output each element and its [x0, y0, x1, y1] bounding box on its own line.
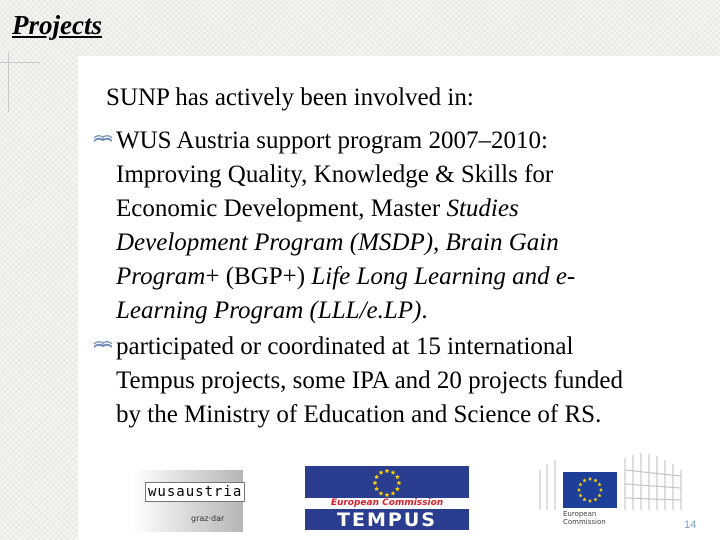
tempus-ec-text: European Commission [330, 498, 444, 508]
bullet-wus-line [92, 294, 720, 328]
eu-star-icon [597, 493, 601, 497]
bullet-wus-line [92, 124, 720, 158]
eu-star-icon [385, 492, 390, 497]
book-bullet-icon [92, 127, 114, 149]
bullet-wus-text [92, 124, 720, 328]
bullet-tempus-line: by the Ministry of Education and Science of RS. [116, 401, 602, 428]
bullet-wus-text-part: . [421, 297, 428, 324]
bullet-tempus-line: Tempus projects, some IPA and 20 projects funded [116, 367, 623, 394]
eu-star-icon [379, 491, 384, 496]
bullet-wus-text-part: Learning Program (LLL/e.LP) [116, 297, 422, 324]
eu-star-icon [578, 493, 582, 497]
bullet-wus [92, 124, 720, 328]
eu-star-icon [391, 491, 396, 496]
bullet-wus-text-part: Life Long Learning and e- [311, 263, 576, 290]
bullet-wus-line [92, 158, 720, 192]
eu-star-icon [374, 474, 379, 479]
eu-star-icon [379, 470, 384, 475]
book-bullet-icon [92, 333, 114, 355]
bullet-wus-line [92, 260, 720, 294]
bullet-wus-text-part: Development Program (MSDP), Brain Gain [116, 229, 559, 256]
eu-star-icon [391, 470, 396, 475]
bullet-wus-text-part: Program [116, 263, 206, 290]
bullet-wus-line [92, 226, 720, 260]
eu-star-icon [397, 480, 402, 485]
slide-title: Projects [12, 10, 102, 40]
bullet-wus-text-part: + (BGP+) [205, 263, 312, 290]
eu-stars-icon [349, 468, 425, 498]
eu-star-icon [588, 499, 592, 503]
tempus-word: TEMPUS [337, 509, 437, 531]
bullet-tempus-line: participated or coordinated at 15 international [116, 333, 574, 360]
eu-star-icon [593, 497, 597, 501]
bullet-wus-text-part: Improving Quality, Knowledge & Skills for [116, 161, 554, 188]
eu-star-icon [588, 477, 592, 481]
eu-star-icon [593, 478, 597, 482]
bullet-wus-text-part: WUS Austria support program 2007–2010: [116, 127, 548, 154]
eu-star-icon [582, 497, 586, 501]
eu-star-icon [373, 480, 378, 485]
ec-label-line2: Commission [563, 518, 606, 526]
bullet-wus-text-part: Studies [446, 195, 519, 222]
eu-star-icon [582, 478, 586, 482]
tempus-logo [305, 466, 469, 530]
wus-logo-text: wusaustria [145, 482, 245, 502]
european-commission-logo [535, 450, 690, 526]
eu-star-icon [597, 482, 601, 486]
page-number: 14 [684, 519, 697, 531]
bullet-tempus [92, 330, 720, 432]
bullet-wus-text-part: Economic Development, Master [116, 195, 447, 222]
wus-austria-logo [133, 470, 243, 532]
eu-star-icon [395, 486, 400, 491]
ec-label-line1: European [563, 510, 597, 518]
eu-flag-icon [563, 472, 617, 508]
eu-star-icon [578, 482, 582, 486]
ec-label [563, 510, 606, 526]
intro-text: SUNP has actively been involved in: [106, 84, 474, 111]
eu-star-icon [374, 486, 379, 491]
bullet-wus-line [92, 192, 720, 226]
eu-star-icon [385, 468, 390, 473]
eu-star-icon [395, 474, 400, 479]
eu-star-icon [577, 488, 581, 492]
eu-star-icon [599, 488, 603, 492]
wus-logo-subtext: graz·dar [191, 514, 225, 523]
